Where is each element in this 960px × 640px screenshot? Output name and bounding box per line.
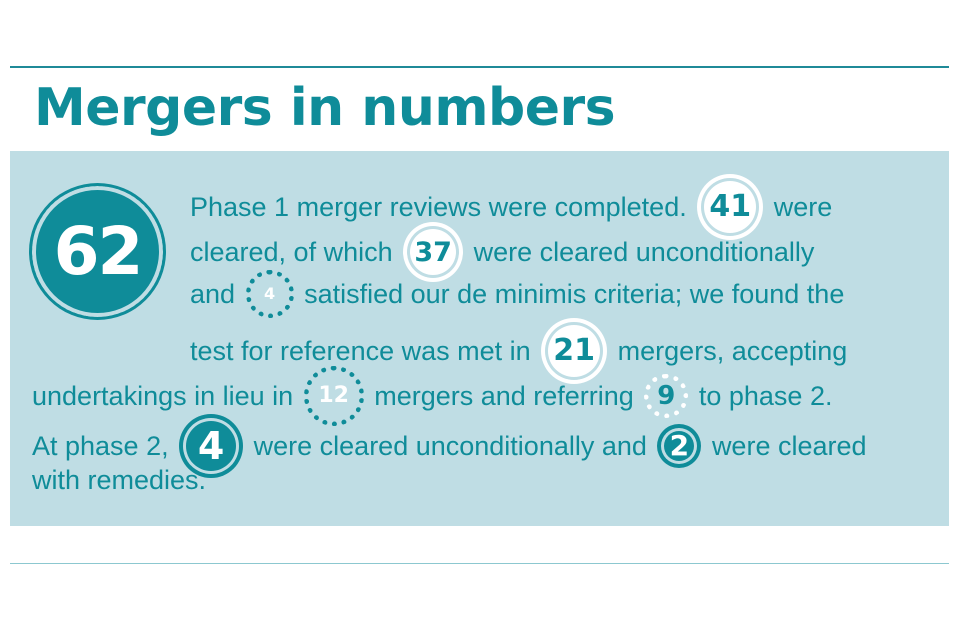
text-line-7 bbox=[32, 464, 206, 496]
line-text: At phase 2, bbox=[32, 431, 169, 462]
line-text: were cleared bbox=[711, 431, 867, 462]
top-divider bbox=[10, 66, 949, 68]
line-text: mergers, accepting bbox=[617, 336, 848, 367]
number-badge-cleared-unconditionally: 37 bbox=[403, 222, 463, 282]
line-text: mergers and referring bbox=[374, 381, 634, 412]
line-text: undertakings in lieu in bbox=[32, 381, 294, 412]
line-text: were bbox=[773, 192, 833, 223]
number-badge-phase2-unconditional: 4 bbox=[179, 414, 243, 478]
number-badge-undertakings: 12 bbox=[304, 366, 364, 426]
line-text: to phase 2. bbox=[698, 381, 833, 412]
number-badge-test-met: 21 bbox=[541, 318, 607, 384]
line-text: test for reference was met in bbox=[190, 336, 531, 367]
text-line-3 bbox=[190, 272, 844, 320]
line-text: with remedies. bbox=[32, 465, 207, 495]
bottom-divider bbox=[10, 563, 949, 564]
number-badge-de-minimis: 4 bbox=[246, 270, 294, 318]
line-text: Phase 1 merger reviews were completed. bbox=[190, 192, 687, 223]
headline-number-badge bbox=[29, 183, 166, 320]
headline-number: 62 bbox=[53, 213, 142, 290]
line-text: were cleared unconditionally bbox=[473, 237, 815, 268]
number-badge-referred: 9 bbox=[644, 374, 688, 418]
line-text: and bbox=[190, 279, 236, 310]
page-title: Mergers in numbers bbox=[34, 78, 616, 138]
number-badge-phase2-remedies: 2 bbox=[657, 424, 701, 468]
number-badge-phase1-cleared: 41 bbox=[697, 174, 763, 240]
line-text: satisfied our de minimis criteria; we found the bbox=[304, 279, 845, 310]
line-text: were cleared unconditionally and bbox=[253, 431, 647, 462]
line-text: cleared, of which bbox=[190, 237, 393, 268]
